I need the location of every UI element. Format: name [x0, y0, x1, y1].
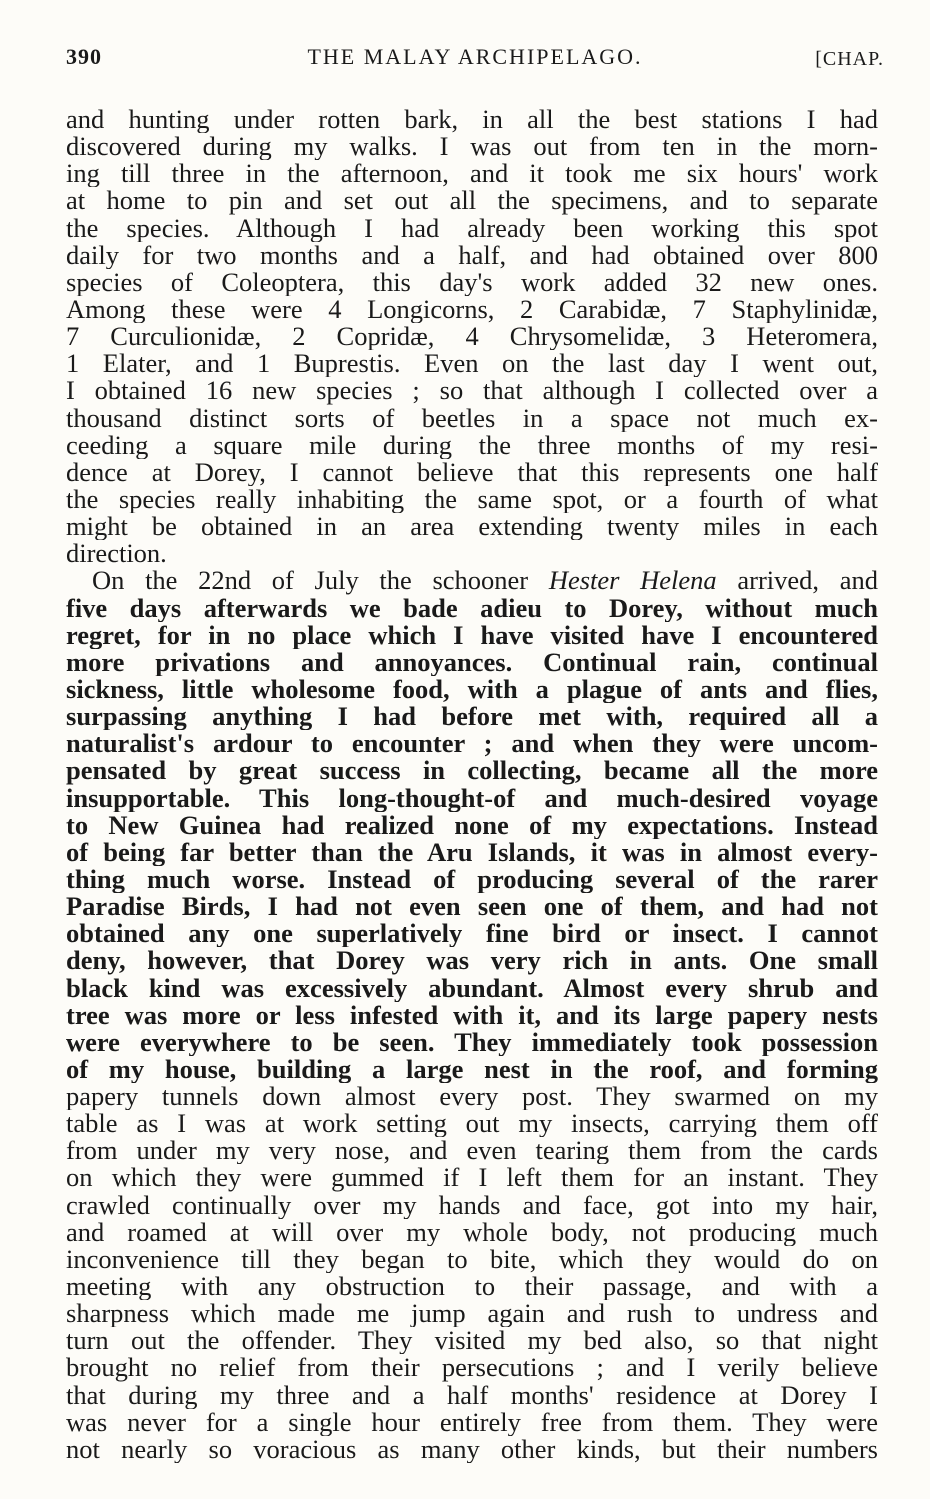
text-line: pensated by great success in collecting, became all the more	[66, 757, 878, 785]
text-line: sharpness which made me jump again and rush to undress and	[66, 1300, 878, 1328]
text-line: thousand distinct sorts of beetles in a space not much ex-	[66, 404, 878, 432]
text-line: meeting with any obstruction to their passage, and with a	[66, 1273, 878, 1301]
text-line: that during my three and a half months' residence at Dorey I	[66, 1381, 878, 1409]
text-line: and hunting under rotten bark, in all the best stations I had	[66, 106, 878, 134]
text-line: 1 Elater, and 1 Buprestis. Even on the last day I went out,	[66, 350, 878, 378]
text-line: insupportable. This long-thought-of and much-desired voyage	[66, 784, 878, 812]
text-line: not nearly so voracious as many other kinds, but their numbers	[66, 1435, 878, 1464]
text-line: dence at Dorey, I cannot believe that this represents one half	[66, 458, 878, 486]
text-line: direction.	[66, 540, 167, 568]
text-line: black kind was excessively abundant. Almost every shrub and	[66, 974, 878, 1002]
text-line: more privations and annoyances. Continual rain, continual	[66, 648, 878, 676]
ship-name: Hester Helena	[548, 567, 717, 595]
text-line: five days afterwards we bade adieu to Dorey, without much	[66, 594, 878, 622]
text-line: daily for two months and a half, and had obtained over 800	[66, 241, 878, 269]
text-line: on which they were gummed if I left them for an instant. They	[66, 1164, 878, 1192]
text-line: thing much worse. Instead of producing several of the rarer	[66, 865, 878, 894]
text-line: at home to pin and set out all the specimens, and to separate	[66, 187, 878, 215]
text-line: might be obtained in an area extending twenty miles in each	[66, 513, 878, 541]
text-line: deny, however, that Dorey was very rich in ants. One small	[66, 947, 878, 975]
text-line	[66, 567, 878, 594]
text-line: discovered during my walks. I was out from ten in the morn-	[66, 133, 878, 161]
text-line: surpassing anything I had before met with, required all a	[66, 703, 878, 731]
text-line: 7 Curculionidæ, 2 Copridæ, 4 Chrysomelidæ, 3 Heteromera,	[66, 323, 878, 351]
text-line: was never for a single hour entirely free from them. They were	[66, 1408, 878, 1436]
text-line: species of Coleoptera, this day's work added 32 new ones.	[66, 268, 878, 296]
text-line: from under my very nose, and even tearing them from the cards	[66, 1137, 878, 1165]
running-title: THE MALAY ARCHIPELAGO.	[307, 44, 643, 69]
text-line: regret, for in no place which I have visited have I encountered	[66, 621, 878, 649]
text-line: table as I was at work setting out my insects, carrying them off	[66, 1110, 878, 1138]
text-line: crawled continually over my hands and face, got into my hair,	[66, 1191, 878, 1219]
text-line: to New Guinea had realized none of my expectations. Instead	[66, 811, 878, 839]
text-line: ing till three in the afternoon, and it took me six hours' work	[66, 160, 878, 188]
text-line: were everywhere to be seen. They immediately took possession	[66, 1028, 878, 1056]
text-line: of being far better than the Aru Islands, it was in almost every-	[66, 838, 878, 866]
text-line: ceeding a square mile during the three months of my resi-	[66, 431, 878, 459]
text-line: obtained any one superlatively fine bird or insect. I cannot	[66, 920, 878, 948]
text-line-segment: On the 22nd of July the schooner	[92, 567, 549, 595]
text-line: and roamed at will over my whole body, not producing much	[66, 1218, 878, 1246]
text-line: turn out the offender. They visited my bed also, so that night	[66, 1327, 878, 1355]
text-line: sickness, little wholesome food, with a plague of ants and flies,	[66, 675, 878, 704]
text-line: papery tunnels down almost every post. They swarmed on my	[66, 1083, 878, 1111]
text-line-segment: arrived, and	[716, 567, 878, 595]
text-line: of my house, building a large nest in the roof, and forming	[66, 1055, 878, 1084]
text-line: tree was more or less infested with it, and its large papery nests	[66, 1001, 878, 1029]
body-text	[66, 106, 878, 1463]
text-line: the species really inhabiting the same spot, or a fourth of what	[66, 485, 878, 514]
text-line: the species. Although I had already been working this spot	[66, 214, 878, 242]
text-line: I obtained 16 new species ; so that although I collected over a	[66, 377, 878, 405]
text-line: Paradise Birds, I had not even seen one of them, and had not	[66, 893, 878, 921]
page-header	[66, 44, 884, 78]
text-line: Among these were 4 Longicorns, 2 Carabidæ, 7 Staphylinidæ,	[66, 295, 878, 324]
text-line: brought no relief from their persecutions ; and I verily believe	[66, 1354, 878, 1382]
text-line: naturalist's ardour to encounter ; and when they were uncom-	[66, 730, 878, 758]
chapter-label: [CHAP.	[815, 48, 884, 70]
page-number: 390	[66, 44, 102, 69]
text-line: inconvenience till they began to bite, which they would do on	[66, 1245, 878, 1274]
